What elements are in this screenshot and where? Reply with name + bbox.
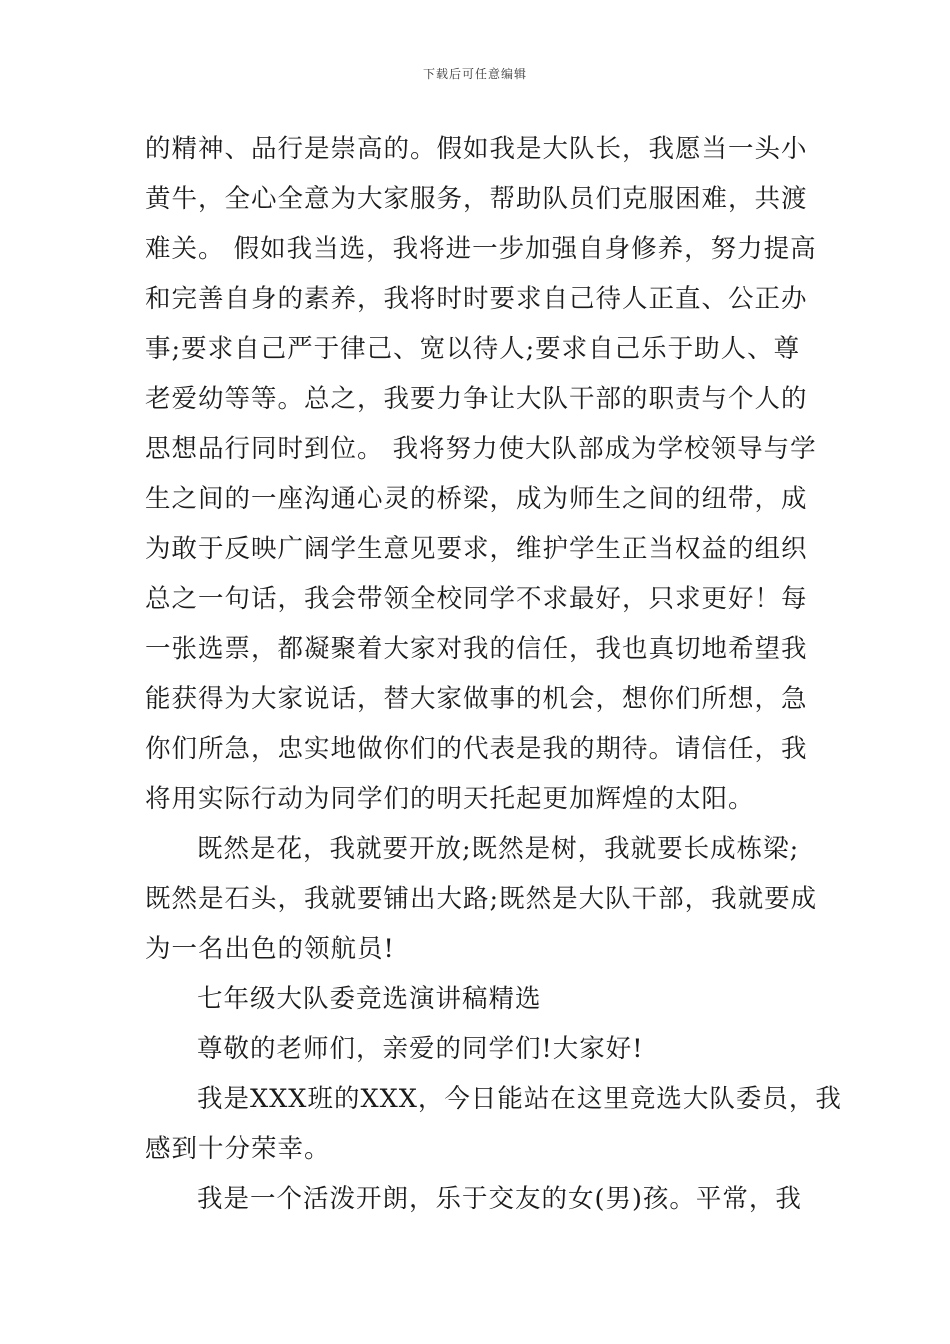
text-line: 和完善自身的素养，我将时时要求自己待人正直、公正办 — [145, 284, 808, 314]
text-line: 难关。 假如我当选，我将进一步加强自身修养，努力提高 — [145, 234, 817, 264]
text-line: 的精神、品行是崇高的。假如我是大队长，我愿当一头小 — [145, 134, 808, 164]
paragraph-start-line: 我是一个活泼开朗，乐于交友的女(男)孩。平常，我 — [197, 1184, 802, 1214]
text-line: 你们所急，忠实地做你们的代表是我的期待。请信任，我 — [145, 734, 808, 764]
text-line: 既然是石头，我就要铺出大路;既然是大队干部，我就要成 — [145, 884, 818, 914]
header-note: 下载后可任意编辑 — [422, 67, 527, 81]
text-line: 能获得为大家说话，替大家做事的机会，想你们所想，急 — [145, 684, 808, 714]
text-line: 将用实际行动为同学们的明天托起更加辉煌的太阳。 — [145, 784, 755, 814]
text-line: 为敢于反映广阔学生意见要求，维护学生正当权益的组织 — [145, 534, 808, 564]
text-line: 事;要求自己严于律己、宽以待人;要求自己乐于助人、尊 — [145, 334, 801, 364]
greeting-line: 尊敬的老师们，亲爱的同学们!大家好! — [197, 1034, 644, 1064]
section-title: 七年级大队委竞选演讲稿精选 — [197, 984, 542, 1014]
text-line: 一张选票，都凝聚着大家对我的信任，我也真切地希望我 — [145, 634, 808, 664]
text-line: 为一名出色的领航员! — [145, 934, 395, 964]
text-line: 思想品行同时到位。 我将努力使大队部成为学校领导与学 — [145, 434, 817, 464]
text-line: 感到十分荣幸。 — [145, 1134, 331, 1164]
text-line: 总之一句话，我会带领全校同学不求最好，只求更好！每 — [145, 584, 808, 614]
document-body — [145, 124, 842, 1224]
paragraph-start-line: 我是XXX班的XXX，今日能站在这里竞选大队委员，我 — [197, 1084, 842, 1114]
text-line: 老爱幼等等。总之，我要力争让大队干部的职责与个人的 — [145, 384, 808, 414]
paragraph-start-line: 既然是花，我就要开放;既然是树，我就要长成栋梁; — [197, 834, 800, 864]
text-line: 黄牛，全心全意为大家服务，帮助队员们克服困难，共渡 — [145, 184, 808, 214]
text-line: 生之间的一座沟通心灵的桥梁，成为师生之间的纽带，成 — [145, 484, 808, 514]
